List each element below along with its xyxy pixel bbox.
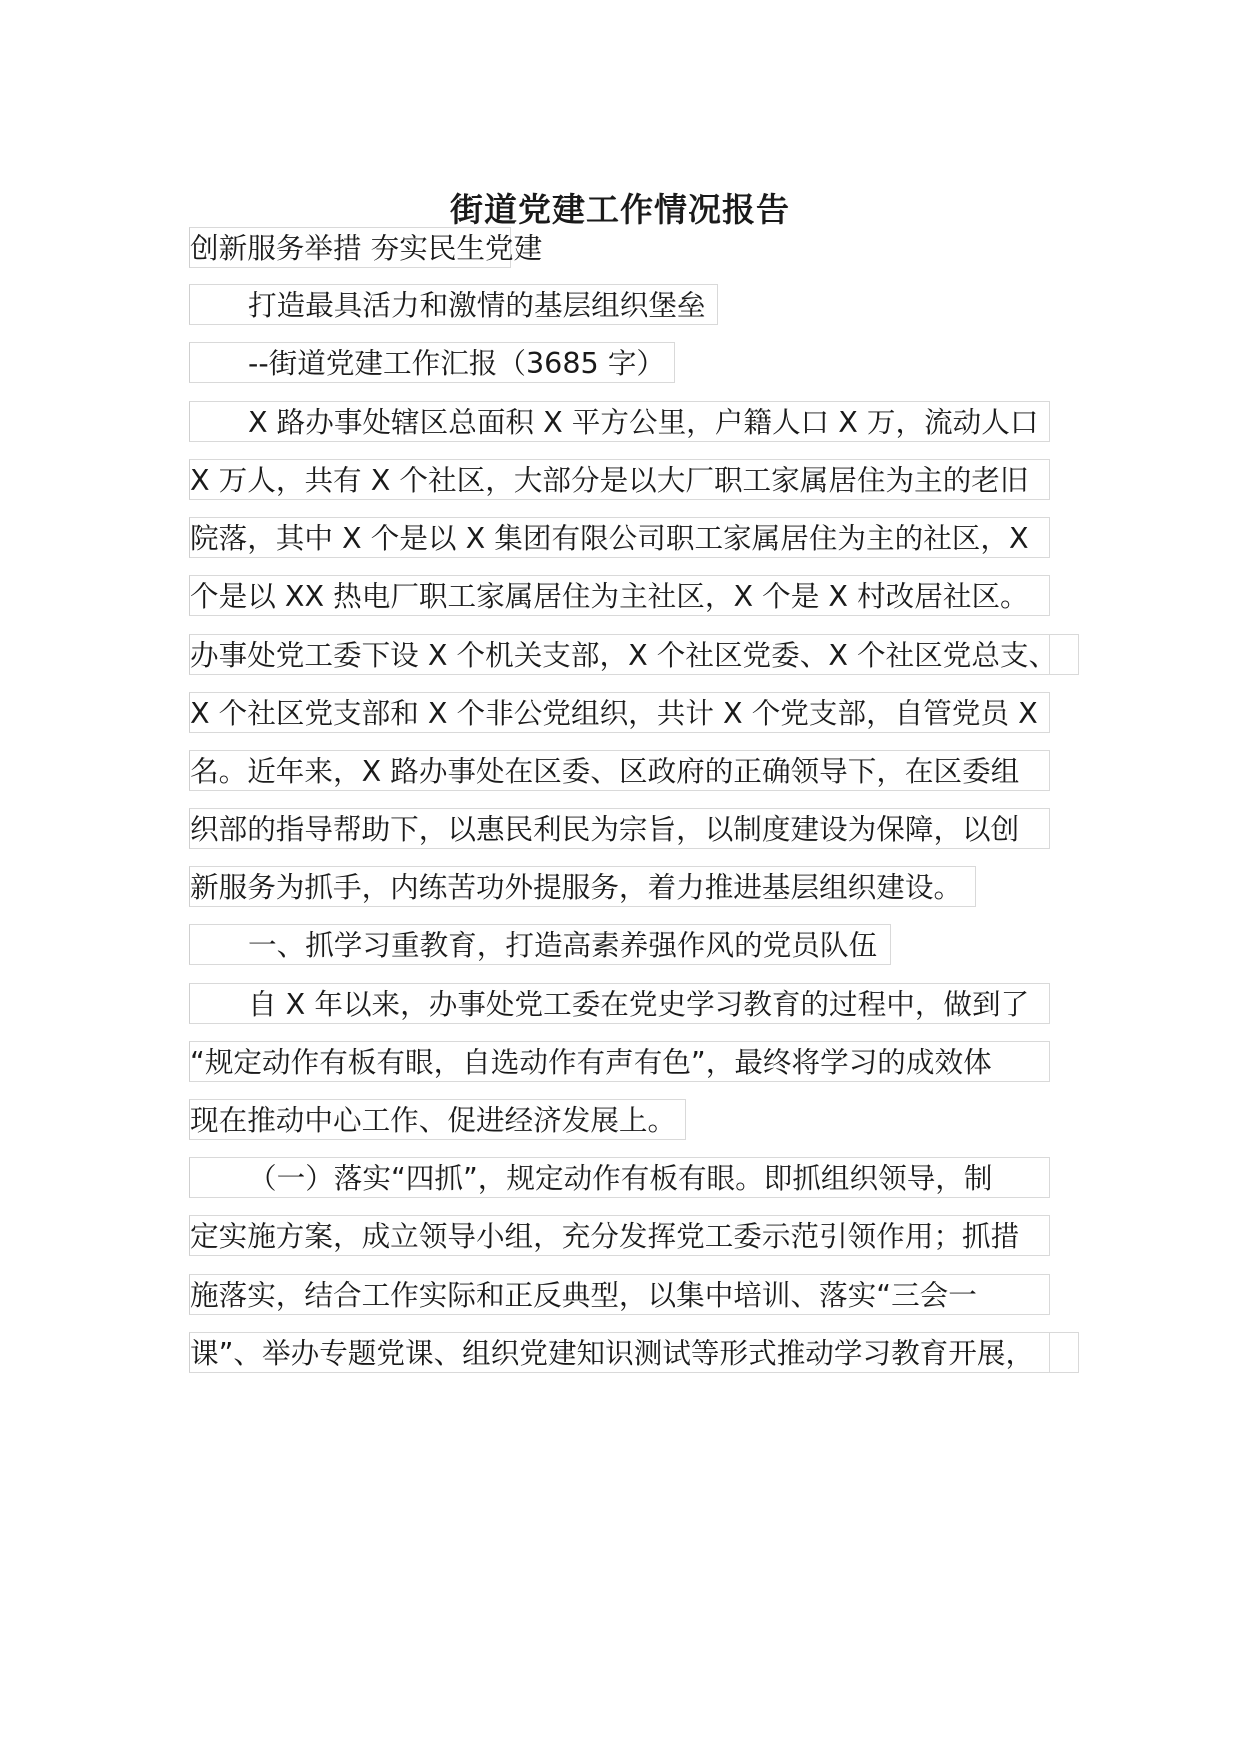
body-line bbox=[189, 866, 976, 907]
text-run: 办事处党工委下设 X 个机关支部，X 个社区党委、X 个社区党总支、 bbox=[190, 638, 1058, 672]
body-line bbox=[189, 750, 1050, 791]
text-run: --街道党建工作汇报（3685 字） bbox=[248, 346, 666, 380]
text-run: X 路办事处辖区总面积 X 平方公里，户籍人口 X 万，流动人口 bbox=[248, 405, 1039, 439]
body-line bbox=[189, 983, 1050, 1024]
body-line bbox=[189, 1099, 686, 1140]
text-run: “规定动作有板有眼，自选动作有声有色”，最终将学习的成效体 bbox=[190, 1045, 992, 1079]
body-line bbox=[189, 1274, 1050, 1315]
text-run: 名。近年来，X 路办事处在区委、区政府的正确领导下，在区委组 bbox=[190, 754, 1020, 788]
body-line bbox=[189, 692, 1050, 733]
text-run: 织部的指导帮助下，以惠民利民为宗旨，以制度建设为保障，以创 bbox=[190, 812, 1020, 846]
body-line bbox=[189, 1332, 1050, 1373]
text-run: 自 X 年以来，办事处党工委在党史学习教育的过程中，做到了 bbox=[248, 987, 1030, 1021]
text-run: 课”、举办专题党课、组织党建知识测试等形式推动学习教育开展， bbox=[190, 1336, 1035, 1370]
line-overflow-box bbox=[1049, 1332, 1079, 1373]
subtitle-line bbox=[189, 284, 718, 325]
body-line bbox=[189, 459, 1050, 500]
body-line bbox=[189, 634, 1058, 675]
text-run: 院落，其中 X 个是以 X 集团有限公司职工家属居住为主的社区，X bbox=[190, 521, 1029, 555]
text-run: X 万人，共有 X 个社区，大部分是以大厂职工家属居住为主的老旧 bbox=[190, 463, 1029, 497]
body-line bbox=[189, 808, 1050, 849]
text-run: 施落实，结合工作实际和正反典型，以集中培训、落实“三会一 bbox=[190, 1278, 977, 1312]
line-overflow-box bbox=[1049, 634, 1079, 675]
body-line bbox=[189, 401, 1050, 442]
body-line bbox=[189, 575, 1050, 616]
document-title: 街道党建工作情况报告 bbox=[450, 190, 790, 229]
text-run: 个是以 XX 热电厂职工家属居住为主社区，X 个是 X 村改居社区。 bbox=[190, 579, 1029, 613]
body-line bbox=[189, 1041, 1050, 1082]
body-line bbox=[189, 517, 1050, 558]
text-run: 一、抓学习重教育，打造高素养强作风的党员队伍 bbox=[248, 928, 878, 962]
text-run: 新服务为抓手，内练苦功外提服务，着力推进基层组织建设。 bbox=[190, 870, 963, 904]
subtitle-line bbox=[189, 342, 675, 383]
text-run: X 个社区党支部和 X 个非公党组织，共计 X 个党支部，自管党员 X bbox=[190, 696, 1038, 730]
section-heading bbox=[189, 924, 891, 965]
text-run: （一）落实“四抓”，规定动作有板有眼。即抓组织领导，制 bbox=[248, 1161, 993, 1195]
text-run: 定实施方案，成立领导小组，充分发挥党工委示范引领作用；抓措 bbox=[190, 1219, 1020, 1253]
body-line bbox=[189, 1215, 1050, 1256]
text-run: 现在推动中心工作、促进经济发展上。 bbox=[190, 1103, 677, 1137]
text-run: 创新服务举措 夯实民生党建 bbox=[190, 231, 543, 265]
subtitle-line bbox=[189, 227, 543, 268]
body-line bbox=[189, 1157, 1050, 1198]
text-run: 打造最具活力和激情的基层组织堡垒 bbox=[248, 288, 706, 322]
